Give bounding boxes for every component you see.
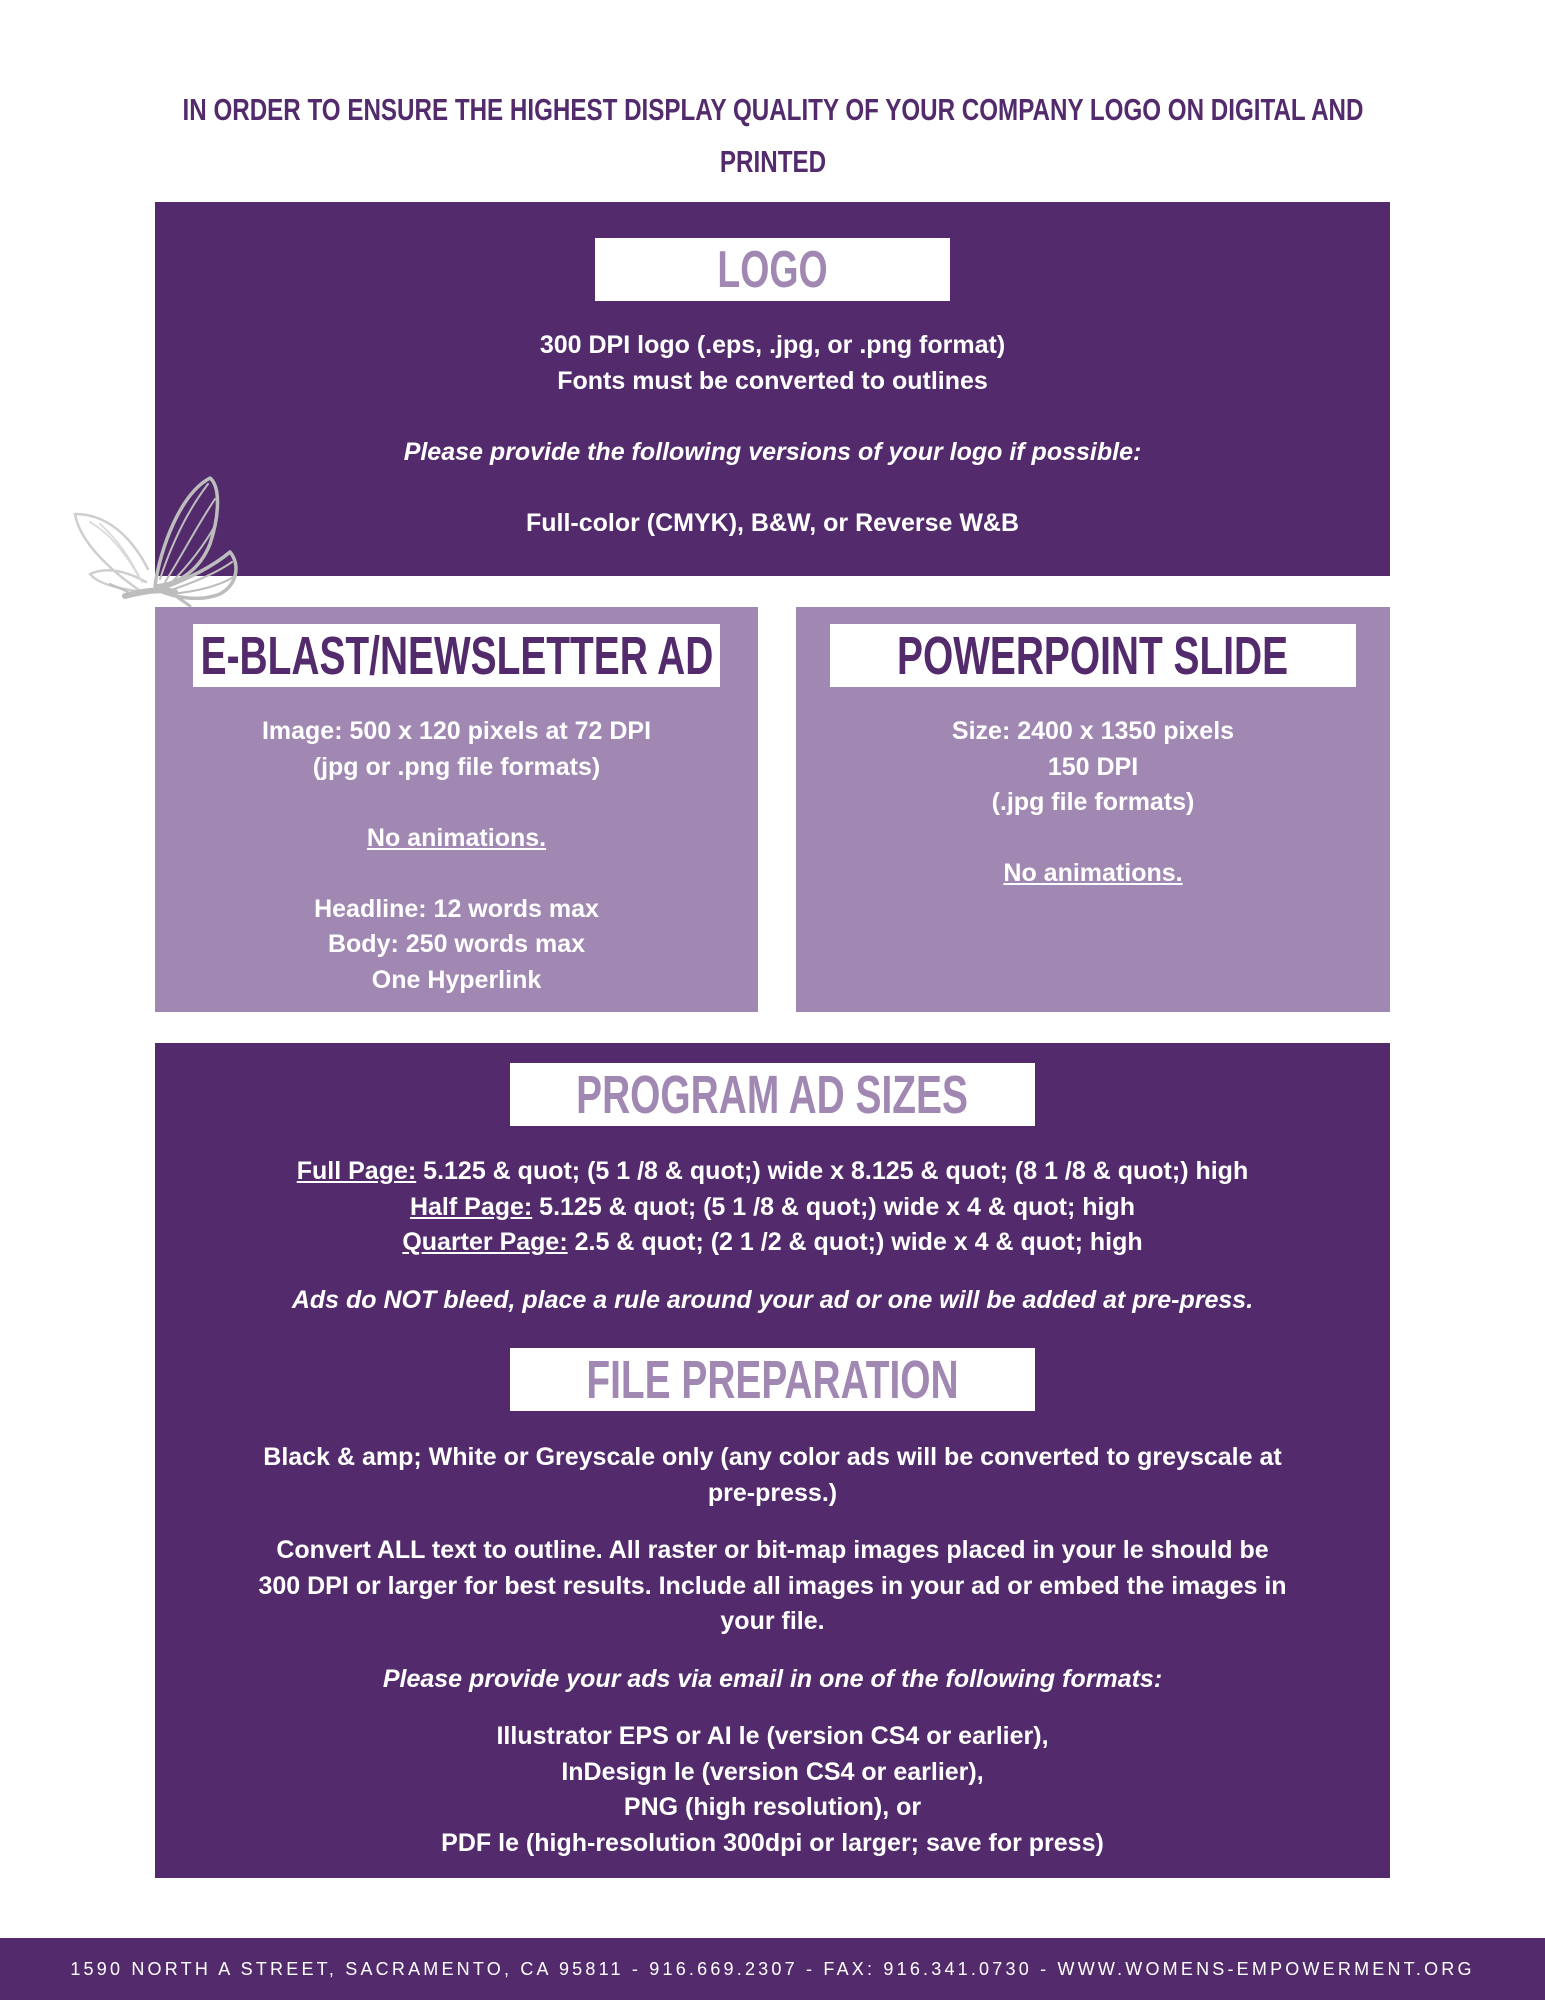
format-png: PNG (high resolution), or: [623, 1793, 922, 1821]
size-half-page: [155, 1190, 1390, 1226]
file-prep-title-box: [510, 1348, 1035, 1411]
powerpoint-line-3: (.jpg file formats): [991, 788, 1195, 816]
convert-line-3: your file.: [720, 1607, 825, 1635]
eblast-limit-body: Body: 250 words max: [327, 930, 586, 958]
size-half-page-label: Half Page:: [409, 1192, 533, 1221]
eblast-body: [155, 714, 758, 998]
powerpoint-body: [796, 714, 1390, 892]
greyscale-line-1: Black & amp; White or Greyscale only (any color ads will be converted to greyscale at: [263, 1443, 1282, 1471]
program-title-box: [510, 1063, 1035, 1126]
bleed-note: Ads do NOT bleed, place a rule around your ad or one will be added at pre-press.: [291, 1285, 1254, 1314]
powerpoint-panel: [796, 607, 1390, 1012]
program-sizes: [155, 1154, 1390, 1318]
footer-bar: [0, 1938, 1545, 2000]
logo-panel: [155, 202, 1390, 576]
eblast-limit-headline: Headline: 12 words max: [314, 894, 599, 923]
logo-versions: Full-color (CMYK), B&W, or Reverse W&B: [525, 508, 1020, 537]
footer-contact-text: 1590 NORTH A STREET, SACRAMENTO, CA 95811 - 916.669.2307 - FAX: 916.341.0730 - WWW.WOMENS-EMPOWERMENT.ORG: [70, 1958, 1475, 1979]
intro-heading-wrap: [0, 84, 1545, 194]
format-illustrator: Illustrator EPS or AI le (version CS4 or earlier),: [496, 1722, 1049, 1750]
eblast-title-box: [193, 624, 720, 687]
powerpoint-title: POWERPOINT SLIDE: [897, 625, 1289, 686]
formats-italic-note: Please provide your ads via email in one of the following formats:: [382, 1664, 1163, 1693]
logo-line-2: Fonts must be converted to outlines: [557, 366, 988, 395]
powerpoint-line-1: Size: 2400 x 1350 pixels: [951, 717, 1235, 745]
file-prep-title: FILE PREPARATION: [586, 1349, 959, 1410]
size-quarter-page-label: Quarter Page:: [402, 1228, 568, 1256]
eblast-no-animations: No animations.: [366, 823, 547, 852]
size-full-page-value: 5.125 & quot; (5 1 /8 & quot;) wide x 8.125 & quot; (8 1 /8 & quot;) high: [416, 1157, 1249, 1185]
eblast-line-1: Image: 500 x 120 pixels at 72 DPI: [261, 717, 652, 745]
format-pdf: PDF le (high-resolution 300dpi or larger; save for press): [441, 1828, 1104, 1857]
convert-line-1: Convert ALL text to outline. All raster or bit-map images placed in your le should be: [276, 1536, 1269, 1564]
greyscale-line-2: pre-press.): [707, 1478, 838, 1507]
logo-italic-note: Please provide the following versions of your logo if possible:: [403, 437, 1142, 466]
eblast-panel: [155, 607, 758, 1012]
intro-line-1: IN ORDER TO ENSURE THE HIGHEST DISPLAY QUALITY OF YOUR COMPANY LOGO ON DIGITAL AND PRINTED: [182, 92, 1364, 179]
size-full-page-label: Full Page:: [296, 1157, 417, 1185]
program-title: PROGRAM AD SIZES: [576, 1064, 969, 1125]
eblast-title: E-BLAST/NEWSLETTER AD: [200, 625, 713, 686]
file-prep-body: [155, 1440, 1390, 1861]
format-indesign: InDesign le (version CS4 or earlier),: [561, 1757, 984, 1786]
size-quarter-page-value: 2.5 & quot; (2 1 /2 & quot;) wide x 4 & quot; high: [567, 1228, 1143, 1256]
powerpoint-line-2: 150 DPI: [1047, 752, 1139, 781]
size-quarter-page: [155, 1225, 1390, 1261]
logo-body: [155, 328, 1390, 541]
convert-line-2: 300 DPI or larger for best results. Include all images in your ad or embed the images in: [258, 1571, 1287, 1600]
powerpoint-title-box: [830, 624, 1356, 687]
butterfly-icon: [70, 474, 245, 614]
powerpoint-no-animations: No animations.: [1003, 859, 1183, 887]
program-panel: [155, 1043, 1390, 1878]
logo-line-1: 300 DPI logo (.eps, .jpg, or .png format): [539, 331, 1006, 359]
logo-title-box: [595, 238, 950, 301]
size-half-page-value: 5.125 & quot; (5 1 /8 & quot;) wide x 4 & quot; high: [532, 1192, 1136, 1221]
size-full-page: [155, 1154, 1390, 1190]
eblast-line-2: (jpg or .png file formats): [312, 752, 601, 781]
eblast-limit-hyperlink: One Hyperlink: [371, 965, 542, 994]
logo-title: LOGO: [717, 240, 828, 299]
